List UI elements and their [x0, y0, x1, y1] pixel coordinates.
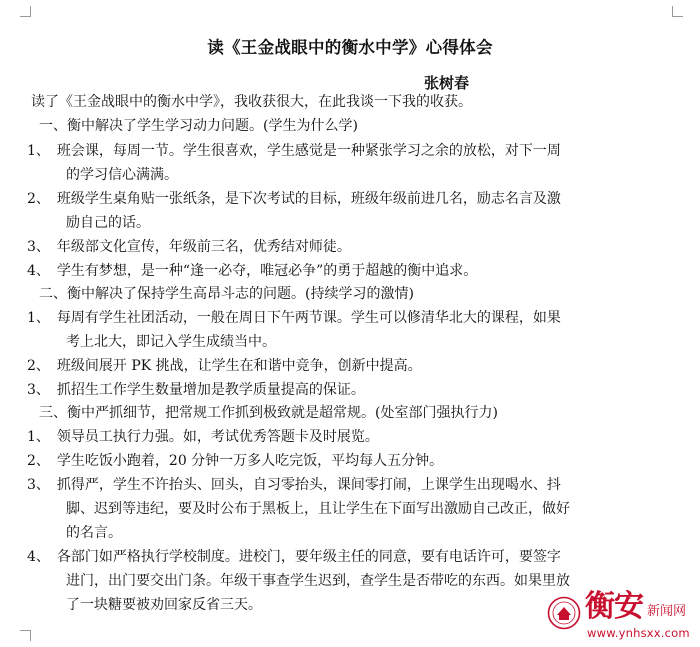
list-item-line: 3、 抓得严，学生不许抬头、回头，自习零抬头，课间零打闹，上课学生出现喝水、抖: [27, 477, 561, 493]
list-item-line: 3、 抓招生工作学生数量增加是教学质量提高的保证。: [27, 382, 365, 398]
list-item-continuation: 进门，出门要交出门条。年级干事查学生迟到，查学生是否带吃的东西。如果里放: [66, 573, 570, 589]
seal-icon: [547, 596, 581, 630]
list-item-continuation: 了一块糖要被劝回家反省三天。: [66, 597, 262, 613]
list-item-continuation: 脚、迟到等违纪，要及时公布于黑板上，且让学生在下面写出激励自己改正，做好: [66, 501, 570, 517]
list-item-line: 3、 年级部文化宣传，年级前三名，优秀结对师徒。: [27, 239, 351, 255]
document-title: 读《王金战眼中的衡水中学》心得体会: [207, 38, 493, 57]
list-item-continuation: 的学习信心满满。: [66, 167, 178, 183]
list-item-continuation: 励自己的话。: [66, 215, 150, 231]
intro-line: 读了《王金战眼中的衡水中学》，我收获很大，在此我谈一下我的收获。: [31, 94, 472, 110]
list-item-continuation: 考上北大，即记入学生成绩当中。: [66, 334, 276, 350]
section-heading: 一、衡中解决了学生学习动力问题。(学生为什么学): [39, 118, 358, 134]
list-item-continuation: 的名言。: [66, 525, 122, 541]
watermark-subtitle: 新闻网: [647, 604, 687, 619]
list-item-line: 4、 学生有梦想，是一种“逢一必夺，唯冠必争”的勇于超越的衡中追求。: [27, 263, 478, 279]
list-item-line: 2、 班级间展开 PK 挑战，让学生在和谐中竞争，创新中提高。: [27, 358, 422, 374]
list-item-line: 1、 班会课，每周一节。学生很喜欢，学生感觉是一种紧张学习之余的放松，对下一周: [27, 143, 561, 159]
watermark-name: 衡安: [585, 589, 643, 624]
list-item-line: 2、 学生吃饭小跑着，20 分钟一万多人吃完饭，平均每人五分钟。: [27, 453, 444, 469]
section-heading: 三、衡中严抓细节，把常规工作抓到极致就是超常规。(处室部门强执行力): [39, 405, 498, 421]
section-heading: 二、衡中解决了保持学生高昂斗志的问题。(持续学习的激情): [39, 286, 414, 302]
list-item-line: 1、 领导员工执行力强。如，考试优秀答题卡及时展览。: [27, 429, 379, 445]
site-watermark: [547, 588, 697, 644]
list-item-line: 4、 各部门如严格执行学校制度。进校门，要年级主任的同意，要有电话许可，要签字: [27, 549, 561, 565]
list-item-line: 1、 每周有学生社团活动，一般在周日下午两节课。学生可以修清华北大的课程，如果: [27, 310, 561, 326]
list-item-line: 2、 班级学生桌角贴一张纸条，是下次考试的目标，班级年级前进几名，励志名言及激: [27, 191, 561, 207]
document-author: 张树春: [424, 74, 470, 92]
watermark-url: www.ynhsxx.com: [587, 626, 690, 640]
